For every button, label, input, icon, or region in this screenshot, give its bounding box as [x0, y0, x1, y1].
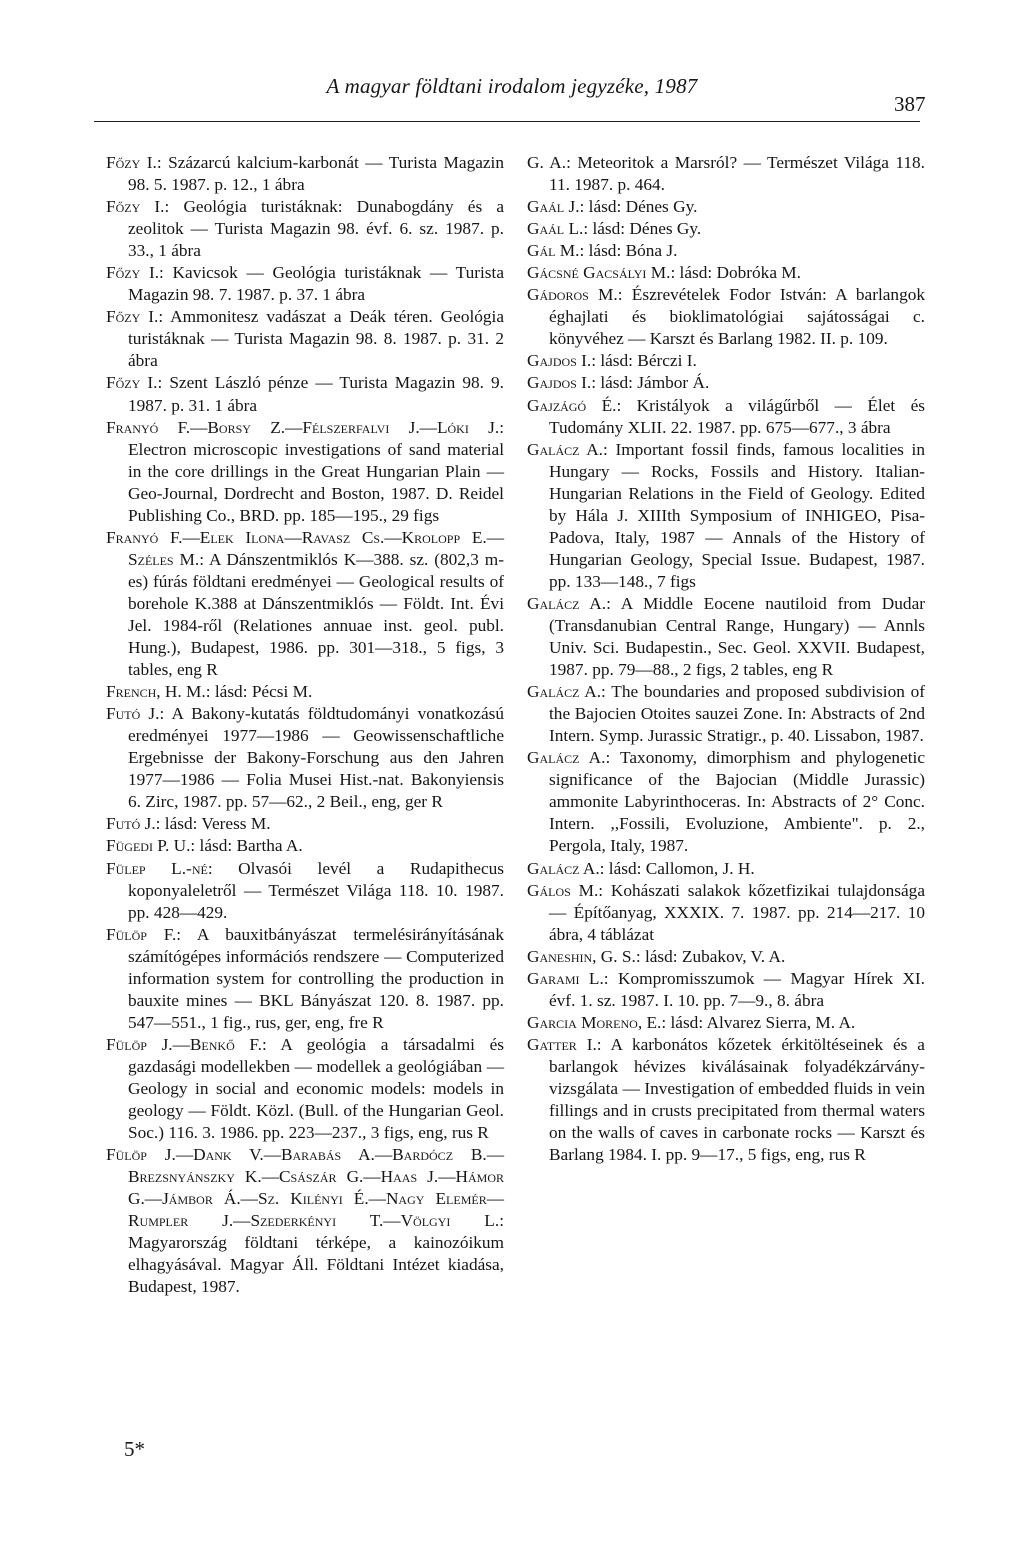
bibliography-entry	[527, 681, 925, 747]
entry-author: Ganeshin, G. S.	[527, 946, 636, 966]
entry-text: : Magyarország földtani térképe, a kainozóikum elhagyásával. Magyar Áll. Földtani Intézet kiadása, Budapest, 1987.	[128, 1211, 504, 1297]
entry-author: Galácz A.	[527, 858, 600, 878]
entry-author: Főzy I.	[106, 153, 157, 172]
entry-author: Gaál J.	[527, 197, 580, 217]
entry-text: : lásd: Jámbor Á.	[591, 373, 710, 393]
right-column	[527, 152, 925, 1166]
entry-author: G. A.	[527, 153, 567, 172]
entry-author: Gálos M.	[527, 880, 599, 900]
bibliography-entry	[527, 593, 925, 681]
entry-text: : Észrevételek Fodor István: A barlangok éghajlati és bioklimatológiai sajátosságai c. könyvéhez — Karszt és Barlang 1982. II. p. 109.	[549, 285, 925, 349]
entry-text: : Szent László pénze — Turista Magazin 98. 9. 1987. p. 31. 1 ábra	[128, 373, 504, 415]
bibliography-entry	[106, 372, 504, 416]
bibliography-entry	[106, 858, 504, 924]
running-header-title: A magyar földtani irodalom jegyzéke, 1987	[326, 74, 698, 98]
entry-author: Futó J.	[106, 814, 156, 834]
bibliography-entry	[527, 1034, 925, 1166]
bibliography-entry	[527, 262, 925, 284]
bibliography-entry	[106, 306, 504, 372]
entry-text: : lásd: Callomon, J. H.	[599, 858, 755, 878]
entry-text: : lásd: Zubakov, V. A.	[635, 946, 786, 966]
entry-author: Főzy I.	[106, 263, 160, 283]
entry-author: Fülöp J.—Benkő F.	[106, 1034, 262, 1054]
entry-author: Galácz A.	[527, 682, 602, 702]
entry-author: Főzy I.	[106, 373, 158, 393]
entry-author: Garami L.	[527, 968, 604, 988]
entry-author: Gácsné Gacsályi M.	[527, 263, 671, 283]
entry-author: Gajdos I.	[527, 373, 592, 393]
signature-mark: 5*	[124, 1437, 145, 1461]
entry-text: : Geológia turistáknak: Dunabogdány és a zeolitok — Turista Magazin 98. évf. 6. sz. 1987. p. 33., 1 ábra	[128, 197, 504, 261]
bibliography-entry	[527, 858, 925, 880]
entry-text: : Ammonitesz vadászat a Deák téren. Geológia turistáknak — Turista Magazin 98. 8. 1987. p. 31. 2 ábra	[128, 307, 505, 371]
bibliography-entry	[106, 813, 504, 835]
entry-author: Franyó F.—Elek Ilona—Ravasz Cs.—Krolopp E.—Széles M.	[106, 527, 504, 569]
entry-author: Franyó F.—Borsy Z.—Félszerfalvi J.—Lóki J.	[106, 417, 500, 437]
entry-author: Galácz A.	[527, 748, 606, 768]
bibliography-entry	[106, 1144, 504, 1298]
entry-text: : Kavicsok — Geológia turistáknak — Turista Magazin 98. 7. 1987. p. 37. 1 ábra	[128, 263, 504, 305]
bibliography-entry	[527, 946, 925, 968]
entry-text: : Taxonomy, dimorphism and phylogenetic significance of the Bajocian (Middle Jurassic) ammonite Labyrinthoceras. In: Abstracts of 2° Conc. Intern. ,,Fossili, Evoluzione, Ambiente". p. 2., Pergola, Italy, 1987.	[549, 748, 925, 856]
entry-text: : lásd: Bérczi I.	[591, 351, 697, 371]
entry-author: Fülöp J.—Dank V.—Barabás A.—Bardócz B.—Brezsnyánszky K.—Császár G.—Haas J.—Hámor G.—Jámbor Á.—Sz. Kilényi É.—Nagy Elemér—Rumpler J.—Szederkényi T.—Völgyi L.	[106, 1145, 504, 1231]
entry-text: : lásd: Pécsi M.	[205, 682, 313, 702]
entry-text: : A karbonátos kőzetek érkitöltéseinek és a barlangok hévizes kiválásainak folyadékzárvány-vizsgálata — Investigation of embedded fluids in vein fillings and in crusts precipitated from thermal waters on the walls of caves in carbonate rocks — Karszt és Barlang 1984. I. pp. 9—17., 5 figs, eng, rus R	[549, 1034, 925, 1165]
entry-text: : lásd: Bartha A.	[190, 836, 303, 856]
bibliography-entry	[527, 218, 925, 240]
bibliography-entry	[106, 835, 504, 857]
entry-author: Fügedi P. U.	[106, 836, 191, 856]
left-column	[106, 152, 504, 1298]
entry-text: : A Middle Eocene nautiloid from Dudar (Transdanubian Central Range, Hungary) — Annls Univ. Sci. Budapestin., Sec. Geol. XXVII. Budapest, 1987. pp. 79—88., 2 figs, 2 tables, eng R	[549, 593, 925, 680]
bibliography-entry	[106, 681, 504, 703]
bibliography-entry	[106, 924, 504, 1034]
bibliography-entry	[527, 968, 925, 1012]
entry-text: : lásd: Dobróka M.	[670, 263, 801, 283]
entry-text: : lásd: Alvarez Sierra, M. A.	[661, 1012, 856, 1032]
entry-author: Gál M.	[527, 241, 580, 261]
bibliography-entry	[106, 703, 504, 813]
page-number: 387	[894, 92, 926, 116]
entry-author: Főzy I.	[106, 197, 165, 217]
entry-text: : A geológia a társadalmi és gazdasági modellekben — modellek a geológiában — Geology in social and economic models: models in geology — Földt. Közl. (Bull. of the Hungarian Geol. Soc.) 116. 3. 1986. pp. 223—237., 3 figs, eng, rus R	[128, 1034, 504, 1143]
entry-author: Főzy I.	[106, 307, 159, 327]
entry-author: Fülöp F.	[106, 924, 177, 944]
entry-author: Gatter I.	[527, 1034, 597, 1054]
entry-text: : A bauxitbányászat termelésirányításának számítógépes információs rendszere — Computerized information system for controlling the production in bauxite mines — BKL Bányászat 120. 8. 1987. pp. 547—551., 1 fig., rus, ger, eng, fre R	[128, 924, 504, 1032]
entry-author: Gajzágó É.	[527, 395, 617, 415]
bibliography-entry	[106, 417, 504, 527]
entry-author: Garcia Moreno, E.	[527, 1012, 662, 1032]
entry-author: Gádoros M.	[527, 285, 618, 305]
bibliography-entry	[106, 262, 504, 306]
entry-text: : The boundaries and proposed subdivision of the Bajocien Otoites sauzei Zone. In: Abstracts of 2nd Intern. Symp. Jurassic Stratigr., p. 40. Lissabon, 1987.	[549, 682, 925, 746]
entry-text: : Meteoritok a Marsról? — Természet Világa 118. 11. 1987. p. 464.	[549, 153, 925, 195]
entry-author: Galácz A.	[527, 439, 603, 459]
header-rule	[94, 121, 920, 122]
entry-author: Futó J.	[106, 704, 160, 724]
entry-author: Galácz A.	[527, 593, 607, 613]
entry-text: : A Bakony-kutatás földtudományi vonatkozású eredményei 1977—1986 — Geowissenschaftliche Ergebnisse der Bakony-Forschung aus den Jahren 1977—1986 — Folia Musei Hist.-nat. Bakonyiensis 6. Zirc, 1987. pp. 57—62., 2 Beil., eng, ger R	[128, 704, 504, 812]
bibliography-entry	[527, 880, 925, 946]
bibliography-entry	[527, 350, 925, 372]
entry-text: : Kohászati salakok kőzetfizikai tulajdonsága — Építőanyag, XXXIX. 7. 1987. pp. 214—217. 10 ábra, 4 táblázat	[549, 880, 925, 944]
bibliography-entry	[527, 196, 925, 218]
entry-text: : lásd: Dénes Gy.	[579, 197, 698, 217]
bibliography-entry	[527, 284, 925, 350]
entry-text: : lásd: Dénes Gy.	[583, 219, 702, 239]
entry-text: : Olvasói levél a Rudapithecus koponyaleletről — Természet Világa 118. 10. 1987. pp. 428—429.	[128, 858, 504, 922]
entry-text: : Important fossil finds, famous localities in Hungary — Rocks, Fossils and History. Italian-Hungarian Relations in the Field of Geology. Edited by Hála J. XIIIth Symposium of INHIGEO, Pisa-Padova, Italy, 1987 — Annals of the History of Hungarian Geology, Special Issue. Budapest, 1987. pp. 133—148., 7 figs	[549, 439, 925, 591]
entry-author: Gajdos I.	[527, 351, 592, 371]
entry-author: French, H. M.	[106, 682, 206, 702]
bibliography-entry	[106, 527, 504, 681]
bibliography-entry	[527, 1012, 925, 1034]
entry-text: : lásd: Veress M.	[155, 814, 271, 834]
bibliography-entry	[106, 152, 504, 196]
entry-text: : Százarcú kalcium-karbonát — Turista Magazin 98. 5. 1987. p. 12., 1 ábra	[128, 153, 504, 195]
bibliography-entry	[527, 152, 925, 196]
entry-text: : Kompromisszumok — Magyar Hírek XI. évf. 1. sz. 1987. I. 10. pp. 7—9., 8. ábra	[549, 968, 925, 1010]
bibliography-entry	[106, 1034, 504, 1144]
entry-text: : A Dánszentmiklós K—388. sz. (802,3 m-es) fúrás földtani eredményei — Geological results of borehole K.388 at Dánszentmiklós — Földt. Int. Évi Jel. 1984-ről (Relationes annuae inst. geol. publ. Hung.), Budapest, 1986. pp. 301—318., 5 figs, 3 tables, eng R	[128, 549, 504, 680]
bibliography-entry	[106, 196, 504, 262]
entry-author: Gaál L.	[527, 219, 584, 239]
bibliography-entry	[527, 372, 925, 394]
entry-text: : Electron microscopic investigations of sand material in the core drillings in the Great Hungarian Plain — Geo-Journal, Dordrecht and Boston, 1987. D. Reidel Publishing Co., BRD. pp. 185—195., 29 figs	[128, 417, 504, 525]
entry-author: Fülep L.-né	[106, 858, 208, 878]
entry-text: : Kristályok a világűrből — Élet és Tudomány XLII. 22. 1987. pp. 675—677., 3 ábra	[549, 395, 925, 437]
bibliography-entry	[527, 240, 925, 262]
entry-text: : lásd: Bóna J.	[579, 241, 678, 261]
bibliography-entry	[527, 439, 925, 593]
bibliography-entry	[527, 395, 925, 439]
bibliography-entry	[527, 747, 925, 857]
